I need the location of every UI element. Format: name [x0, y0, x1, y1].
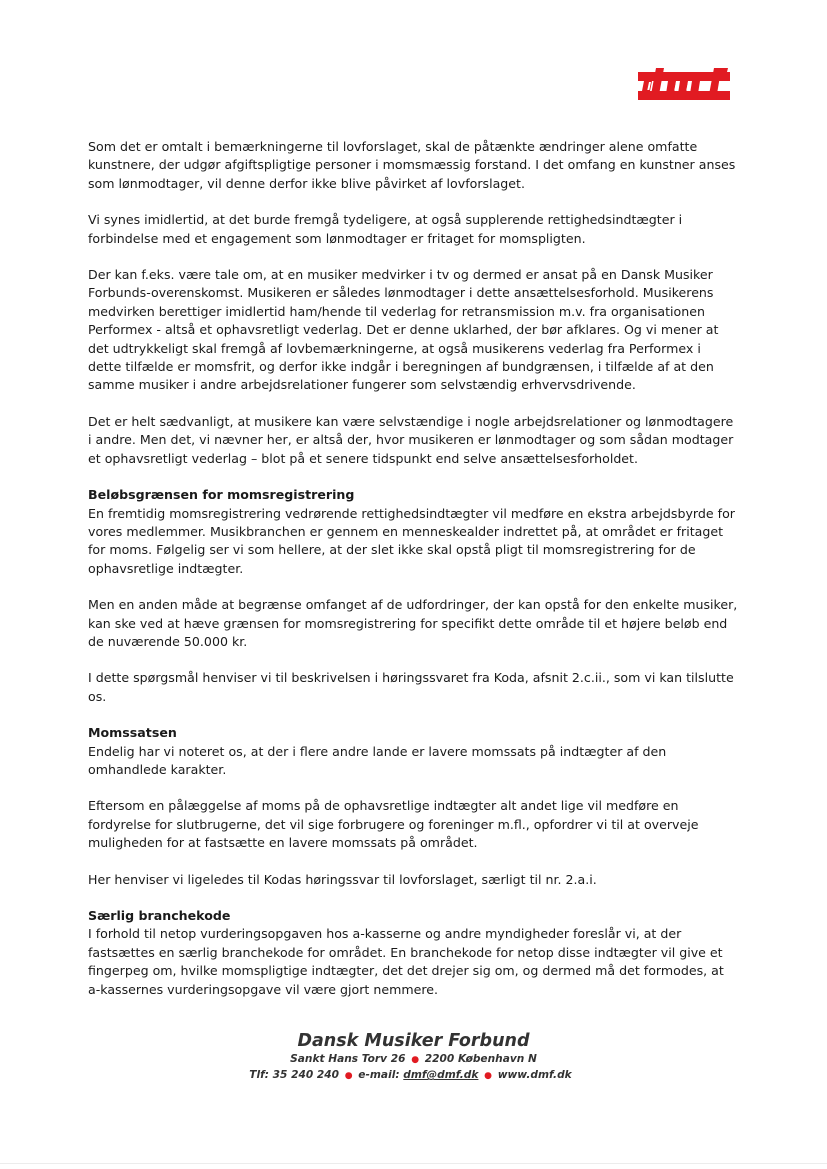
bullet-dot-icon: ● — [344, 1071, 353, 1081]
paragraph: Vi synes imidlertid, at det burde fremgå tydeligere, at også supplerende rettighedsindtægter i forbindelse med et engagement som lønmodtager er fritaget for momspligten. — [88, 212, 683, 246]
email-link[interactable]: dmf@dmf.dk — [403, 1069, 479, 1081]
paragraph: Det er helt sædvanligt, at musikere kan være selvstændige i nogle arbejdsrelationer og lønmodtagere i andre. Men det, vi nævner her, er altså der, hvor musikeren er lønmodtager og som sådan modtager et ophavsretligt vederlag – blot på et senere tidspunkt end selve ansættelsesforholdet. — [88, 413, 734, 466]
paragraph: Men en anden måde at begrænse omfanget af de udfordringer, der kan opstå for den enkelte musiker, kan ske ved at hæve grænsen for momsregistrering for specifikt dette område til et højere beløb end de nuværende 50.000 kr. — [88, 597, 738, 649]
paragraph: Endelig har vi noteret os, at der i flere andre lande er lavere momssats på indtægter af den omhandlede karakter. — [88, 743, 667, 777]
letter-body — [88, 138, 738, 1017]
website-link[interactable]: www.dmf.dk — [497, 1069, 572, 1081]
phone-number: Tlf: 35 240 240 — [249, 1069, 340, 1081]
bullet-dot-icon: ● — [411, 1055, 420, 1065]
section-heading: Særlig branchekode — [88, 908, 231, 923]
paragraph: Der kan f.eks. være tale om, at en musiker medvirker i tv og dermed er ansat på en Dansk Musiker Forbunds-overenskomst. Musikeren er således lønmodtager i dette ansættelsesforhold. Musikerens medvirken berettiger imidlertid ham/hende til vederlag for retransmission m.v. fra organisationen Performex - altså et ophavsretligt vederlag. Det er denne uklarhed, der bør afklares. Og vi mener at det udtrykkeligt skal fremgå af lovbemærkningerne, at også musikerens vederlag fra Performex i dette tilfælde er momsfrit, og derfor ikke indgår i beregningen af bundgrænsen, i tilfælde af at den samme musiker i andre arbejdsrelationer fungerer som selvstændig erhvervsdrivende. — [88, 267, 719, 393]
paragraph: Som det er omtalt i bemærkningerne til lovforslaget, skal de påtænkte ændringer alene omfatte kunstnere, der udgør afgiftspligtige personer i momsmæssig forstand. I det omfang en kunstner anses som lønmodtager, vil denne derfor ikke blive påvirket af lovforslaget. — [88, 139, 736, 191]
section-heading: Momssatsen — [88, 725, 177, 741]
page-edge-divider — [0, 1163, 827, 1164]
email-label: e-mail: — [358, 1069, 400, 1081]
contact-line — [0, 1068, 824, 1084]
letter-footer — [0, 1030, 827, 1084]
section-heading: Beløbsgrænsen for momsregistrering — [88, 487, 355, 503]
street-address: Sankt Hans Torv 26 — [290, 1053, 406, 1065]
paragraph: I dette spørgsmål henviser vi til beskrivelsen i høringssvaret fra Koda, afsnit 2.c.ii., som vi kan tilslutte os. — [88, 670, 734, 704]
paragraph: I forhold til netop vurderingsopgaven hos a-kasserne og andre myndigheder foreslår vi, at der fastsættes en særlig branchekode for området. En branchekode for netop disse indtægter vil give et fingerpeg om, hvilke momspligtige indtægter, det det drejer sig om, og dermed må det formodes, at a-kassernes vurderingsopgave vil være gjort nemmere. — [88, 926, 724, 997]
paragraph: Her henviser vi ligeledes til Kodas høringssvar til lovforslaget, særligt til nr. 2.a.i. — [88, 871, 597, 887]
bullet-dot-icon: ● — [484, 1071, 492, 1081]
city-address: 2200 København N — [424, 1053, 537, 1065]
address-line — [0, 1052, 827, 1068]
paragraph: Eftersom en pålæggelse af moms på de ophavsretlige indtægter alt andet lige vil medføre en fordyrelse for slutbrugerne, det vil sige forbrugere og foreninger m.fl., opfordrer vi til at overveje muligheden for at fastsætte en lavere momssats på området. — [88, 798, 699, 851]
paragraph: En fremtidig momsregistrering vedrørende rettighedsindtægter vil medføre en ekstra arbejdsbyrde for vores medlemmer. Musikbranchen er gennem en menneskealder indrettet på, at området er fritaget for moms. Følgelig ser vi som hellere, at der slet ikke skal opstå pligt til momsregistrering for de ophavsretlige indtægter. — [88, 505, 735, 576]
dmf-logo — [638, 68, 730, 104]
organization-name: Dansk Musiker Forbund — [297, 1031, 530, 1051]
